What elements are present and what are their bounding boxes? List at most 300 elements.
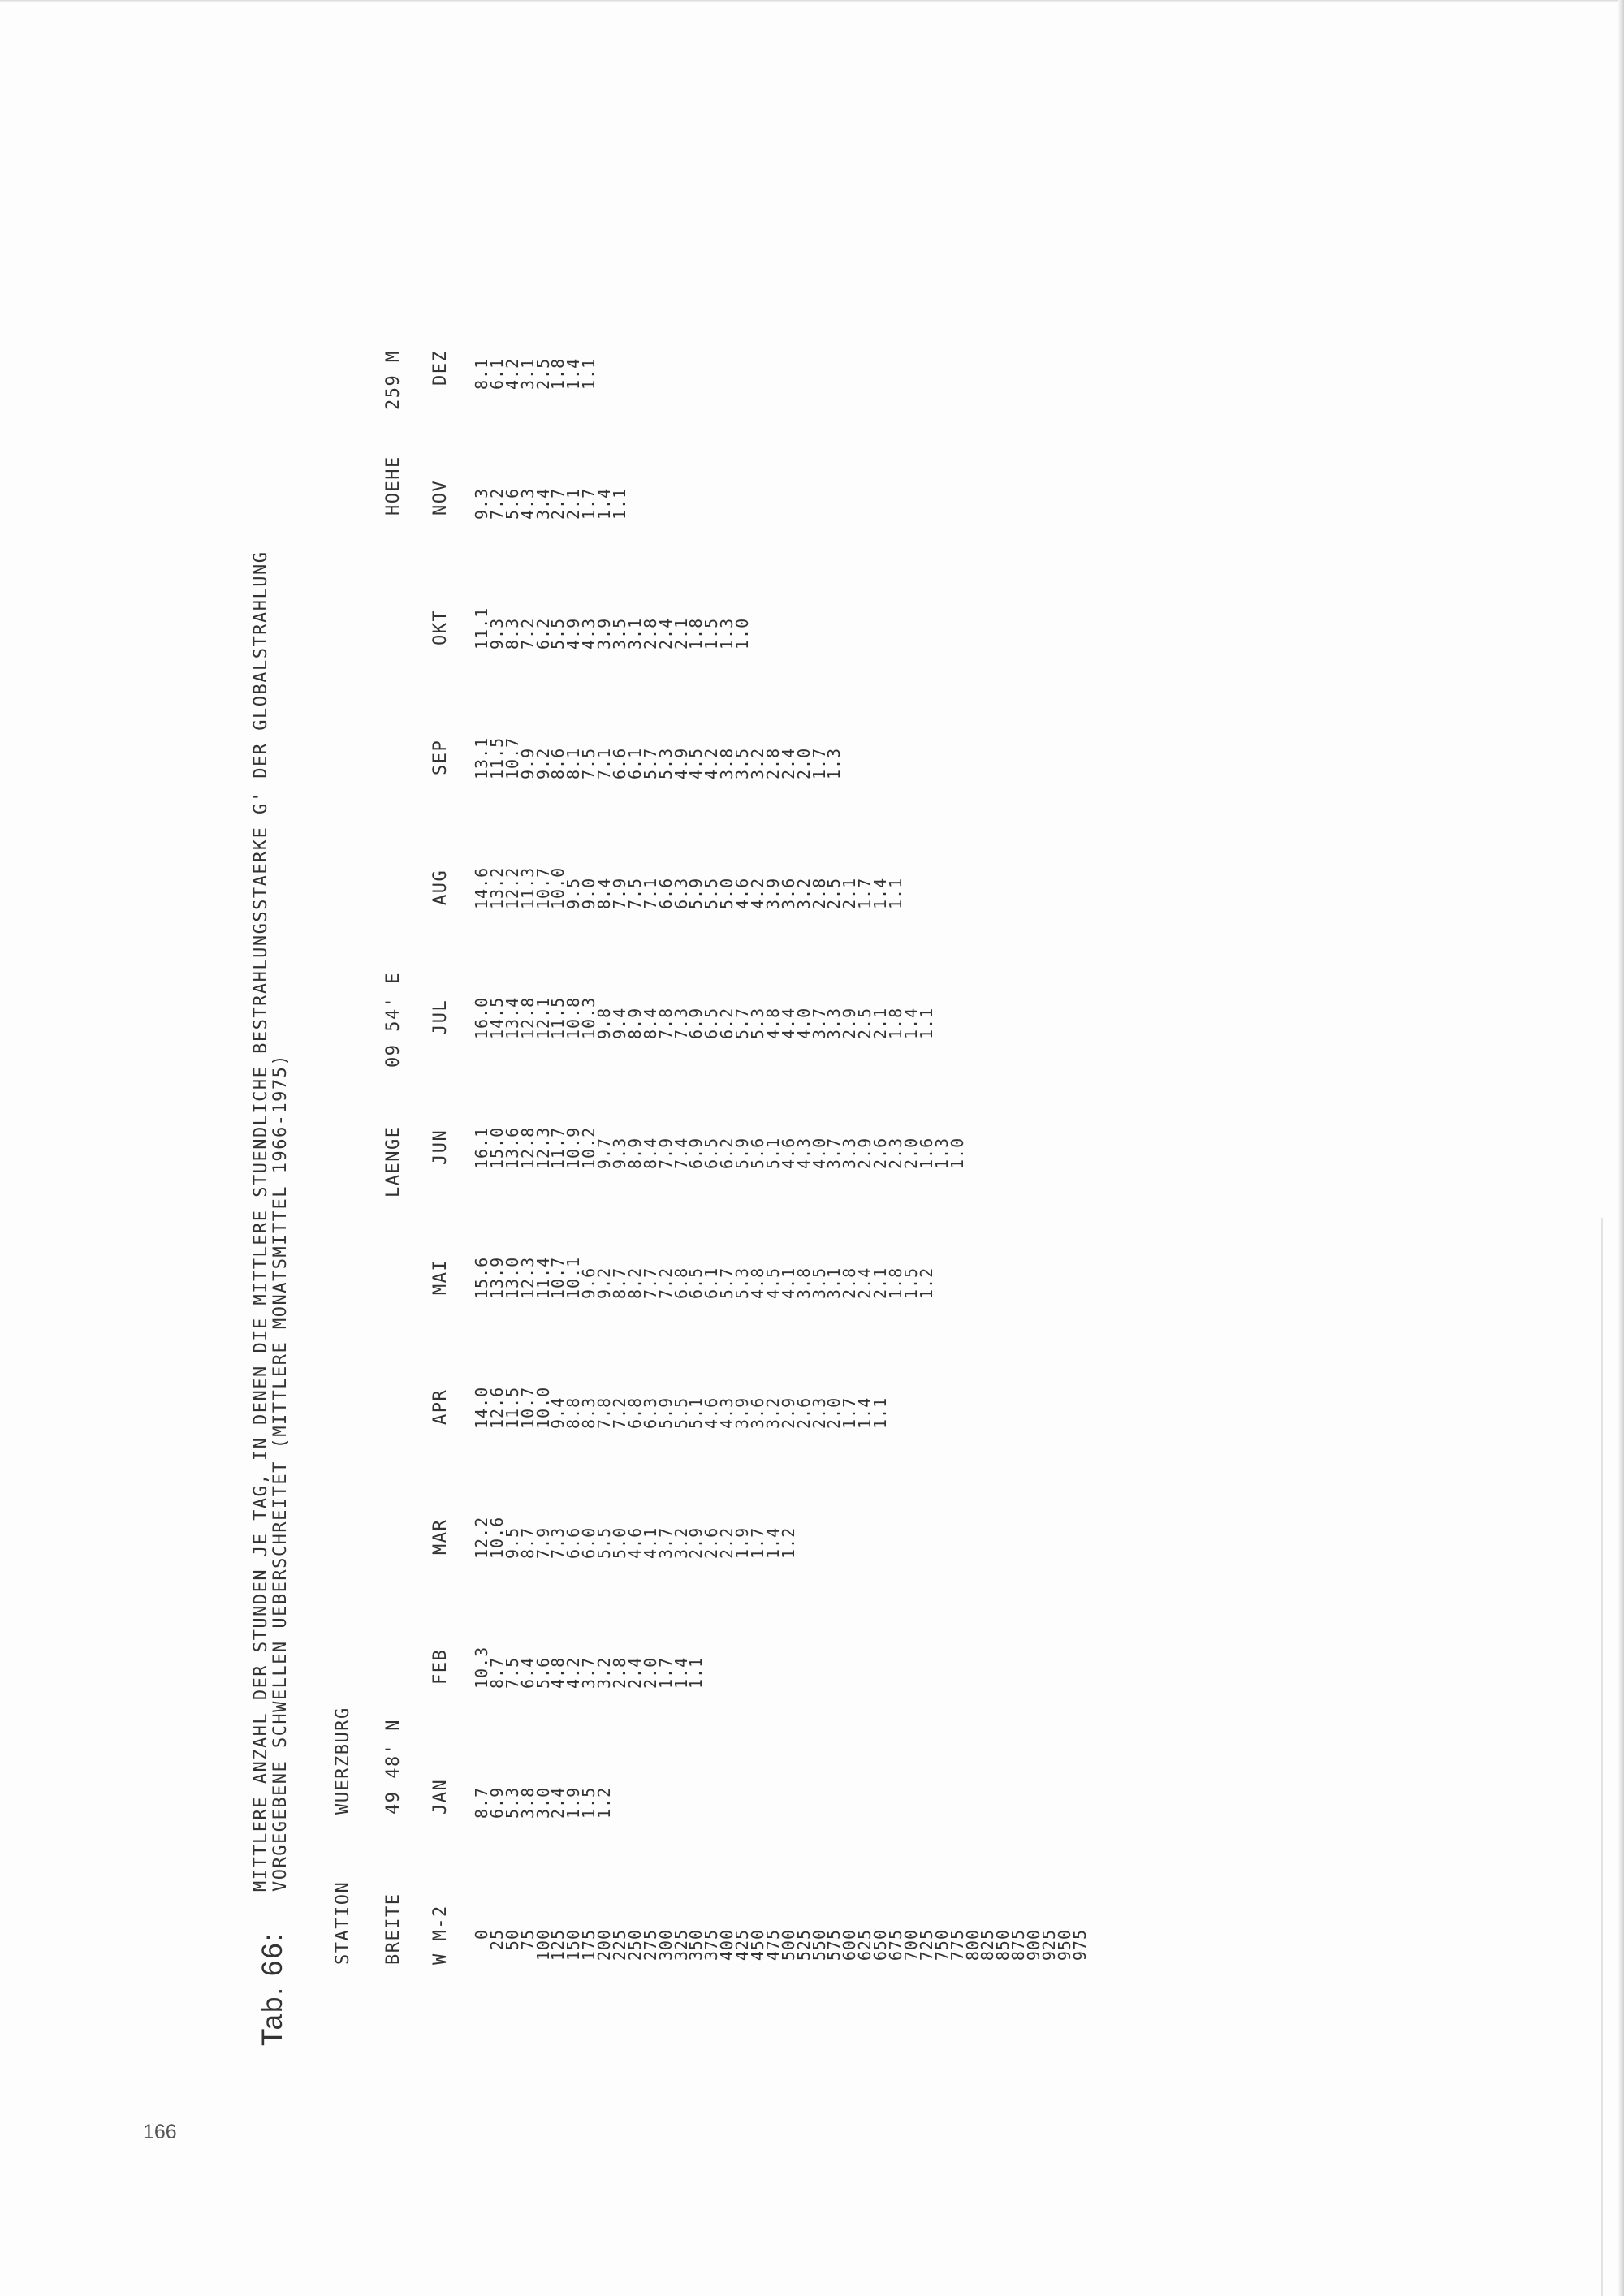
table-cell: 6.8 [624, 1396, 645, 1429]
table-cell: 3.5 [732, 747, 753, 779]
laenge-value: 09 54' E [383, 972, 404, 1068]
page-fold-line [1601, 1218, 1603, 2296]
threshold-cell: 225 [610, 1929, 630, 1962]
table-cell: 4.2 [502, 357, 522, 390]
table-cell: 3.1 [624, 617, 645, 650]
table-cell: 5.9 [732, 1137, 753, 1169]
table-cell: 3.9 [732, 1396, 753, 1429]
table-cell: 1.9 [732, 1526, 753, 1559]
table-cell: 10.6 [486, 1516, 507, 1559]
threshold-cell: 475 [762, 1929, 783, 1962]
threshold-cell: 650 [870, 1929, 891, 1962]
table-cell: 3.2 [594, 1656, 615, 1689]
col-header-mai: MAI [430, 1258, 451, 1295]
threshold-cell: 175 [579, 1929, 599, 1962]
table-cell: 1.7 [579, 487, 599, 520]
table-cell: 7.1 [640, 877, 660, 909]
table-cell: 4.3 [717, 1396, 737, 1429]
table-cell: 1.3 [717, 617, 737, 650]
page-top-edge [0, 0, 1624, 2]
table-cell: 10.3 [472, 1646, 491, 1689]
threshold-cell: 450 [748, 1929, 768, 1962]
table-cell: 7.2 [610, 1396, 630, 1429]
table-cell: 1.1 [870, 1396, 891, 1429]
table-cell: 7.8 [655, 1007, 676, 1039]
table-cell: 1.0 [947, 1137, 967, 1169]
table-cell: 6.5 [702, 1007, 722, 1039]
table-cell: 14.6 [472, 866, 491, 909]
threshold-cell: 775 [947, 1929, 967, 1962]
col-header-jun: JUN [430, 1129, 451, 1165]
table-cell: 13.6 [502, 1126, 522, 1169]
table-cell: 2.3 [809, 1396, 829, 1429]
col-header-sep: SEP [430, 739, 451, 775]
table-cell: 2.8 [640, 617, 660, 650]
table-cell: 3.9 [594, 617, 615, 650]
table-cell: 5.3 [502, 1786, 522, 1819]
table-cell: 1.2 [594, 1786, 615, 1819]
table-cell: 8.7 [610, 1267, 630, 1299]
table-cell: 12.3 [533, 1126, 553, 1169]
table-cell: 2.4 [548, 1786, 568, 1819]
table-cell: 9.8 [594, 1007, 615, 1039]
table-cell: 7.5 [624, 877, 645, 909]
table-cell: 6.1 [624, 747, 645, 779]
table-cell: 3.2 [793, 877, 814, 909]
table-cell: 7.3 [671, 1007, 691, 1039]
table-cell: 2.4 [855, 1267, 875, 1299]
threshold-cell: 150 [564, 1929, 584, 1962]
threshold-cell: 0 [472, 1929, 491, 1940]
table-cell: 1.1 [686, 1656, 706, 1689]
table-cell: 2.0 [824, 1396, 844, 1429]
table-cell: 2.6 [793, 1396, 814, 1429]
table-cell: 7.8 [594, 1396, 615, 1429]
table-cell: 2.4 [624, 1656, 645, 1689]
table-cell: 5.9 [686, 877, 706, 909]
table-cell: 5.9 [655, 1396, 676, 1429]
table-cell: 13.0 [502, 1256, 522, 1299]
threshold-cell: 425 [732, 1929, 753, 1962]
table-cell: 10.1 [564, 1256, 584, 1299]
threshold-cell: 825 [978, 1929, 998, 1962]
table-cell: 10.0 [533, 1386, 553, 1429]
table-cell: 1.0 [732, 617, 753, 650]
table-cell: 1.7 [840, 1396, 860, 1429]
col-header-jul: JUL [430, 999, 451, 1035]
table-cell: 10.8 [564, 996, 584, 1039]
threshold-cell: 725 [916, 1929, 936, 1962]
table-cell: 1.1 [610, 487, 630, 520]
table-cell: 2.0 [640, 1656, 660, 1689]
table-cell: 1.8 [548, 357, 568, 390]
table-cell: 3.6 [778, 877, 798, 909]
table-cell: 4.8 [748, 1267, 768, 1299]
table-cell: 1.2 [778, 1526, 798, 1559]
table-cell: 9.7 [594, 1137, 615, 1169]
table-cell: 2.4 [655, 617, 676, 650]
column-jan-values [472, 1786, 615, 1819]
threshold-cell: 50 [502, 1929, 522, 1951]
threshold-cell: 25 [486, 1929, 507, 1951]
table-cell: 7.2 [517, 617, 538, 650]
table-cell: 6.1 [702, 1267, 722, 1299]
table-cell: 6.0 [579, 1526, 599, 1559]
table-cell: 2.5 [855, 1007, 875, 1039]
table-cell: 3.8 [717, 747, 737, 779]
table-cell: 11.5 [486, 736, 507, 779]
table-cell: 12.6 [486, 1386, 507, 1429]
threshold-cell: 75 [517, 1929, 538, 1951]
threshold-cell: 900 [1024, 1929, 1044, 1962]
table-cell: 11.4 [533, 1256, 553, 1299]
table-cell: 10.7 [502, 736, 522, 779]
table-label: Tab. 66: [257, 1931, 288, 2046]
table-cell: 4.0 [809, 1137, 829, 1169]
column-dez-values [474, 358, 597, 390]
threshold-cell: 850 [993, 1929, 1013, 1962]
table-cell: 10.3 [579, 996, 599, 1039]
table-cell: 1.4 [671, 1656, 691, 1689]
threshold-cell: 700 [901, 1929, 921, 1962]
threshold-cell: 525 [793, 1929, 814, 1962]
table-cell: 7.4 [671, 1137, 691, 1169]
table-cell: 6.5 [702, 1137, 722, 1169]
table-cell: 4.2 [748, 877, 768, 909]
table-cell: 4.6 [732, 877, 753, 909]
col-header-okt: OKT [430, 609, 451, 645]
station-value: WUERZBURG [333, 1707, 353, 1815]
table-cell: 10.0 [548, 866, 568, 909]
table-cell: 13.9 [486, 1256, 507, 1299]
column-nov-values [474, 488, 628, 520]
threshold-cell: 350 [686, 1929, 706, 1962]
table-cell: 3.7 [809, 1007, 829, 1039]
table-cell: 4.4 [778, 1007, 798, 1039]
threshold-cell: 200 [594, 1929, 615, 1962]
table-cell: 12.2 [502, 866, 522, 909]
col-header-apr: APR [430, 1388, 451, 1425]
table-cell: 1.4 [901, 1007, 921, 1039]
table-cell: 5.3 [732, 1267, 753, 1299]
table-cell: 3.7 [824, 1137, 844, 1169]
table-cell: 5.0 [717, 877, 737, 909]
table-cell: 6.6 [610, 747, 630, 779]
table-cell: 7.7 [640, 1267, 660, 1299]
table-cell: 6.8 [671, 1267, 691, 1299]
table-cell: 9.2 [594, 1267, 615, 1299]
table-cell: 2.9 [855, 1137, 875, 1169]
table-cell: 5.5 [548, 617, 568, 650]
table-cell: 7.5 [502, 1656, 522, 1689]
table-cell: 3.2 [748, 747, 768, 779]
table-cell: 13.4 [502, 996, 522, 1039]
table-cell: 8.9 [624, 1137, 645, 1169]
table-cell: 7.3 [548, 1526, 568, 1559]
col-header-nov: NOV [430, 479, 451, 516]
table-cell: 2.5 [533, 357, 553, 390]
table-cell: 6.2 [717, 1137, 737, 1169]
table-cell: 13.2 [486, 866, 507, 909]
table-cell: 10.2 [579, 1126, 599, 1169]
table-cell: 1.7 [655, 1656, 676, 1689]
table-cell: 1.4 [870, 877, 891, 909]
table-cell: 5.5 [671, 1396, 691, 1429]
breite-label: BREITE [383, 1892, 404, 1965]
table-cell: 12.3 [517, 1256, 538, 1299]
table-cell: 2.6 [702, 1526, 722, 1559]
table-cell: 2.5 [824, 877, 844, 909]
threshold-cell: 925 [1039, 1929, 1059, 1962]
table-cell: 2.8 [610, 1656, 630, 1689]
table-cell: 16.0 [472, 996, 491, 1039]
threshold-cell: 600 [840, 1929, 860, 1962]
column-jun-values [474, 1127, 965, 1169]
table-cell: 9.3 [472, 487, 491, 520]
breite-value: 49 48' N [383, 1719, 404, 1815]
table-cell: 5.6 [748, 1137, 768, 1169]
table-cell: 1.5 [901, 1267, 921, 1299]
table-cell: 1.7 [748, 1526, 768, 1559]
table-cell: 2.2 [717, 1526, 737, 1559]
table-cell: 7.2 [486, 487, 507, 520]
table-cell: 6.2 [533, 617, 553, 650]
table-cell: 7.9 [610, 877, 630, 909]
table-cell: 6.9 [686, 1137, 706, 1169]
column-jul-values [474, 997, 935, 1039]
table-title-line-1: MITTLERE ANZAHL DER STUNDEN JE TAG, IN DENEN DIE MITTLERE STUENDLICHE BESTRAHLUNGSSTAERKE G' DER GLOBALSTRAHLUNG [251, 550, 271, 1892]
table-cell: 2.8 [762, 747, 783, 779]
table-cell: 1.1 [916, 1007, 936, 1039]
table-cell: 5.6 [533, 1656, 553, 1689]
table-cell: 6.3 [640, 1396, 660, 1429]
table-cell: 2.1 [564, 487, 584, 520]
column-okt-values [472, 606, 753, 650]
threshold-cell: 375 [702, 1929, 722, 1962]
table-cell: 9.3 [486, 617, 507, 650]
table-cell: 2.4 [778, 747, 798, 779]
table-cell: 3.3 [840, 1137, 860, 1169]
table-cell: 5.6 [502, 487, 522, 520]
table-cell: 6.9 [686, 1007, 706, 1039]
table-cell: 16.1 [472, 1126, 491, 1169]
threshold-cell: 950 [1054, 1929, 1074, 1962]
threshold-cell: 675 [886, 1929, 906, 1962]
table-cell: 4.6 [624, 1526, 645, 1559]
table-cell: 5.1 [762, 1137, 783, 1169]
table-cell: 8.4 [594, 877, 615, 909]
table-cell: 8.7 [486, 1656, 507, 1689]
table-cell: 8.8 [564, 1396, 584, 1429]
table-cell: 3.7 [579, 1656, 599, 1689]
table-cell: 4.8 [548, 1656, 568, 1689]
hoehe-value: 259 M [383, 350, 404, 410]
table-cell: 2.6 [870, 1137, 891, 1169]
table-cell: 2.9 [778, 1396, 798, 1429]
table-cell: 9.9 [517, 747, 538, 779]
column-sep-values [474, 737, 842, 779]
table-cell: 14.0 [472, 1386, 491, 1429]
table-cell: 4.1 [778, 1267, 798, 1299]
table-cell: 7.5 [579, 747, 599, 779]
table-cell: 6.3 [671, 877, 691, 909]
table-cell: 1.8 [886, 1267, 906, 1299]
table-cell: 3.5 [809, 1267, 829, 1299]
table-cell: 10.7 [517, 1386, 538, 1429]
hoehe-label: HOEHE [383, 455, 404, 516]
table-cell: 2.1 [840, 877, 860, 909]
table-cell: 5.7 [732, 1007, 753, 1039]
table-cell: 10.9 [564, 1126, 584, 1169]
table-cell: 3.9 [762, 877, 783, 909]
column-apr-values [472, 1386, 891, 1429]
table-cell: 9.6 [579, 1267, 599, 1299]
table-cell: 9.4 [548, 1396, 568, 1429]
table-cell: 9.3 [610, 1137, 630, 1169]
table-cell: 1.4 [564, 357, 584, 390]
table-cell: 4.9 [564, 617, 584, 650]
threshold-cell: 625 [855, 1929, 875, 1962]
table-cell: 3.0 [533, 1786, 553, 1819]
table-cell: 2.7 [548, 487, 568, 520]
table-cell: 11.5 [548, 996, 568, 1039]
table-cell: 1.6 [916, 1137, 936, 1169]
table-cell: 6.5 [686, 1267, 706, 1299]
table-cell: 12.1 [533, 996, 553, 1039]
table-cell: 6.1 [486, 357, 507, 390]
table-cell: 6.6 [564, 1526, 584, 1559]
threshold-cell: 975 [1069, 1929, 1090, 1962]
table-cell: 10.7 [548, 1256, 568, 1299]
table-cell: 1.3 [931, 1137, 952, 1169]
table-cell: 8.1 [472, 357, 491, 390]
table-cell: 1.4 [855, 1396, 875, 1429]
table-cell: 5.1 [686, 1396, 706, 1429]
table-cell: 2.1 [870, 1267, 891, 1299]
table-cell: 2.8 [840, 1267, 860, 1299]
table-cell: 8.7 [517, 1526, 538, 1559]
table-cell: 8.4 [640, 1137, 660, 1169]
threshold-cell: 750 [931, 1929, 952, 1962]
page-number: 166 [143, 2121, 177, 2143]
col-header-jan: JAN [430, 1778, 451, 1815]
table-cell: 1.1 [886, 877, 906, 909]
column-mai-values [474, 1257, 935, 1299]
table-cell: 4.2 [702, 747, 722, 779]
threshold-cell: 575 [824, 1929, 844, 1962]
table-cell: 4.9 [671, 747, 691, 779]
table-cell: 2.8 [809, 877, 829, 909]
table-cell: 4.0 [793, 1007, 814, 1039]
table-cell: 5.7 [640, 747, 660, 779]
table-cell: 3.5 [610, 617, 630, 650]
table-cell: 8.3 [579, 1396, 599, 1429]
table-cell: 15.0 [486, 1126, 507, 1169]
table-cell: 5.3 [748, 1007, 768, 1039]
table-cell: 1.2 [916, 1267, 936, 1299]
table-cell: 6.9 [486, 1786, 507, 1819]
table-cell: 5.3 [655, 747, 676, 779]
laenge-label: LAENGE [383, 1125, 404, 1198]
table-cell: 5.0 [610, 1526, 630, 1559]
table-cell: 7.9 [655, 1137, 676, 1169]
threshold-cell: 125 [548, 1929, 568, 1962]
table-cell: 4.3 [793, 1137, 814, 1169]
table-cell: 6.4 [517, 1656, 538, 1689]
table-cell: 8.6 [548, 747, 568, 779]
table-cell: 12.8 [517, 1126, 538, 1169]
table-cell: 10.7 [533, 866, 553, 909]
table-cell: 4.3 [517, 487, 538, 520]
table-cell: 7.2 [655, 1267, 676, 1299]
threshold-cell: 250 [624, 1929, 645, 1962]
table-cell: 9.0 [579, 877, 599, 909]
station-label: STATION [333, 1880, 353, 1965]
col-header-feb: FEB [430, 1648, 451, 1685]
table-cell: 4.5 [686, 747, 706, 779]
table-cell: 4.3 [579, 617, 599, 650]
table-cell: 7.1 [594, 747, 615, 779]
page-right-edge [1618, 0, 1624, 2296]
table-cell: 3.1 [824, 1267, 844, 1299]
threshold-column [474, 1929, 1088, 1978]
table-cell: 8.1 [564, 747, 584, 779]
table-cell: 2.1 [870, 1007, 891, 1039]
table-cell: 5.5 [594, 1526, 615, 1559]
table-cell: 1.8 [686, 617, 706, 650]
table-cell: 9.5 [502, 1526, 522, 1559]
table-cell: 11.7 [548, 1126, 568, 1169]
table-cell: 3.3 [824, 1007, 844, 1039]
table-cell: 8.4 [640, 1007, 660, 1039]
table-cell: 3.2 [762, 1396, 783, 1429]
table-cell: 13.1 [472, 736, 491, 779]
table-cell: 3.8 [517, 1786, 538, 1819]
table-cell: 5.7 [717, 1267, 737, 1299]
table-cell: 11.5 [502, 1386, 522, 1429]
column-aug-values [474, 867, 904, 909]
table-cell: 3.1 [517, 357, 538, 390]
table-cell: 2.9 [840, 1007, 860, 1039]
table-cell: 9.2 [533, 747, 553, 779]
col-header-dez: DEZ [430, 349, 451, 386]
table-cell: 3.8 [793, 1267, 814, 1299]
column-mar-values [474, 1517, 797, 1559]
table-cell: 12.2 [472, 1516, 491, 1559]
col-header-mar: MAR [430, 1518, 451, 1555]
table-cell: 8.2 [624, 1267, 645, 1299]
table-cell: 8.9 [624, 1007, 645, 1039]
column-feb-values [474, 1646, 704, 1689]
threshold-cell: 550 [809, 1929, 829, 1962]
table-cell: 8.7 [472, 1786, 491, 1819]
table-cell: 3.6 [748, 1396, 768, 1429]
table-cell: 6.6 [655, 877, 676, 909]
table-cell: 4.2 [564, 1656, 584, 1689]
threshold-cell: 400 [717, 1929, 737, 1962]
threshold-cell: 875 [1009, 1929, 1029, 1962]
table-cell: 1.7 [855, 877, 875, 909]
table-cell: 3.4 [533, 487, 553, 520]
table-cell: 1.5 [579, 1786, 599, 1819]
threshold-header: W M-2 [430, 1905, 451, 1965]
table-cell: 2.3 [886, 1137, 906, 1169]
table-cell: 9.4 [610, 1007, 630, 1039]
table-cell: 1.1 [579, 357, 599, 390]
threshold-cell: 500 [778, 1929, 798, 1962]
table-cell: 3.2 [671, 1526, 691, 1559]
table-cell: 5.5 [702, 877, 722, 909]
